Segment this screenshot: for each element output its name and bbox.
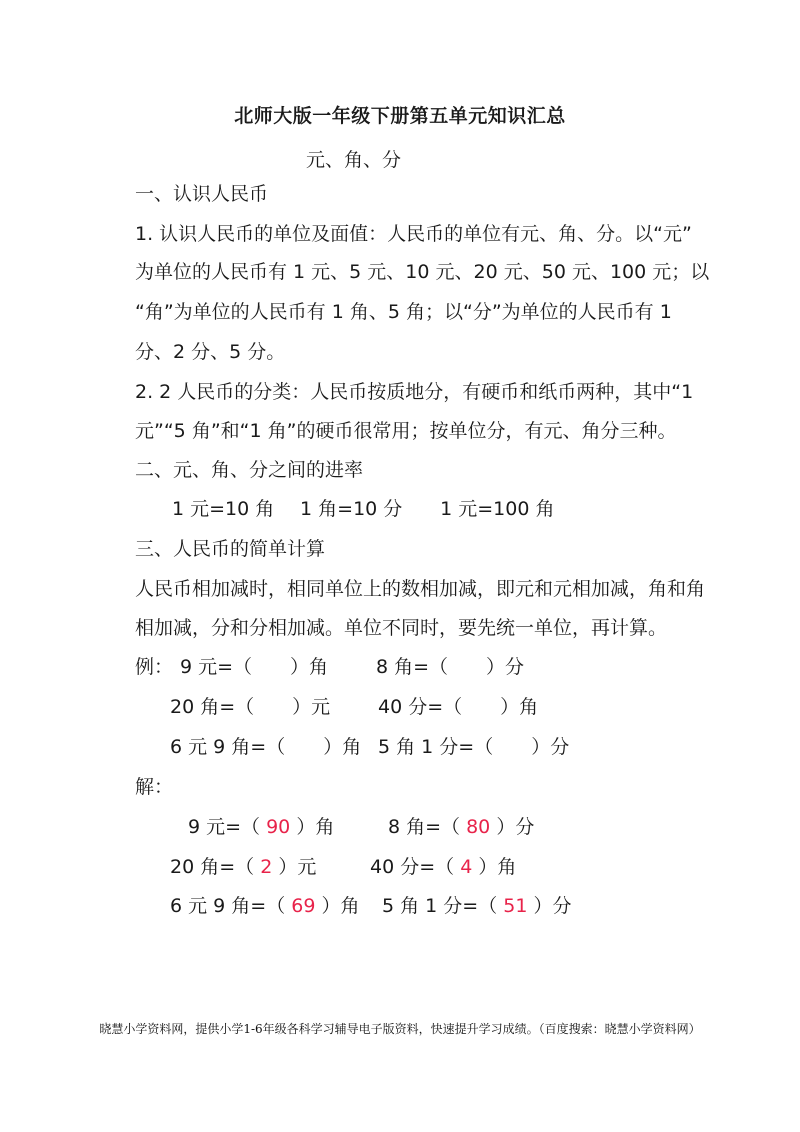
solution-text: 8 角=（	[388, 816, 467, 838]
solution-text: ）分	[490, 816, 535, 838]
answer-value: 90	[266, 816, 291, 838]
example-item: 40 分=（ ）角	[378, 696, 539, 718]
page-footer: 晓慧小学资料网，提供小学1-6年级各科学习辅导电子版资料，快速提升学习成绩。（百度搜索：晓慧小学资料网）	[99, 1022, 701, 1036]
rates-row	[172, 497, 554, 521]
example-item: 8 角=（ ）分	[376, 656, 525, 678]
paragraph-line: 为单位的人民币有 1 元、5 元、10 元、20 元、50 元、100 元；以	[135, 261, 710, 283]
section-heading-3: 三、人民币的简单计算	[135, 538, 326, 560]
solution-text: ）角	[315, 895, 360, 917]
paragraph-line: 相加减，分和分相加减。单位不同时，要先统一单位，再计算。	[135, 617, 668, 639]
paragraph-line: “角”为单位的人民币有 1 角、5 角；以“分”为单位的人民币有 1	[135, 301, 672, 323]
solution-item	[170, 894, 360, 918]
solution-text: ）分	[527, 895, 572, 917]
example-item: 9 元=（ ）角	[180, 656, 329, 678]
solution-text: ）元	[272, 856, 317, 878]
paragraph-line: 人民币相加减时，相同单位上的数相加减，即元和元相加减，角和角	[135, 578, 706, 600]
section-heading-2: 二、元、角、分之间的进率	[135, 459, 364, 481]
answer-value: 2	[260, 856, 273, 878]
solution-item	[170, 855, 316, 879]
solution-item	[370, 855, 516, 879]
page-title: 北师大版一年级下册第五单元知识汇总	[234, 105, 566, 127]
example-item: 20 角=（ ）元	[170, 696, 331, 718]
example-label: 例：	[135, 656, 174, 678]
solution-label: 解：	[135, 776, 174, 798]
answer-value: 4	[460, 856, 473, 878]
solution-text: ）角	[290, 816, 335, 838]
solution-item	[382, 894, 572, 918]
solution-text: 40 分=（	[370, 856, 461, 878]
answer-value: 69	[291, 895, 316, 917]
solution-item	[388, 815, 534, 839]
page-subtitle: 元、角、分	[306, 149, 402, 171]
rate-item: 1 角=10 分	[300, 498, 403, 520]
solution-item	[188, 815, 334, 839]
rate-item: 1 元=100 角	[440, 498, 555, 520]
example-item: 5 角 1 分=（ ）分	[378, 736, 570, 758]
rate-item: 1 元=10 角	[172, 498, 275, 520]
section-heading-1: 一、认识人民币	[135, 183, 269, 205]
solution-text: 9 元=（	[188, 816, 267, 838]
paragraph-line: 分、2 分、5 分。	[135, 341, 286, 363]
solution-text: 20 角=（	[170, 856, 261, 878]
answer-value: 80	[466, 816, 491, 838]
paragraph-line: 2. 2 人民币的分类：人民币按质地分，有硬币和纸币两种，其中“1	[135, 381, 694, 403]
solution-text: 6 元 9 角=（	[170, 895, 292, 917]
paragraph-line: 元”“5 角”和“1 角”的硬币很常用；按单位分，有元、角分三种。	[135, 420, 677, 442]
example-item: 6 元 9 角=（ ）角	[170, 736, 362, 758]
solution-text: 5 角 1 分=（	[382, 895, 504, 917]
paragraph-line: 1. 认识人民币的单位及面值：人民币的单位有元、角、分。以“元”	[135, 223, 692, 245]
solution-text: ）角	[472, 856, 517, 878]
answer-value: 51	[503, 895, 528, 917]
